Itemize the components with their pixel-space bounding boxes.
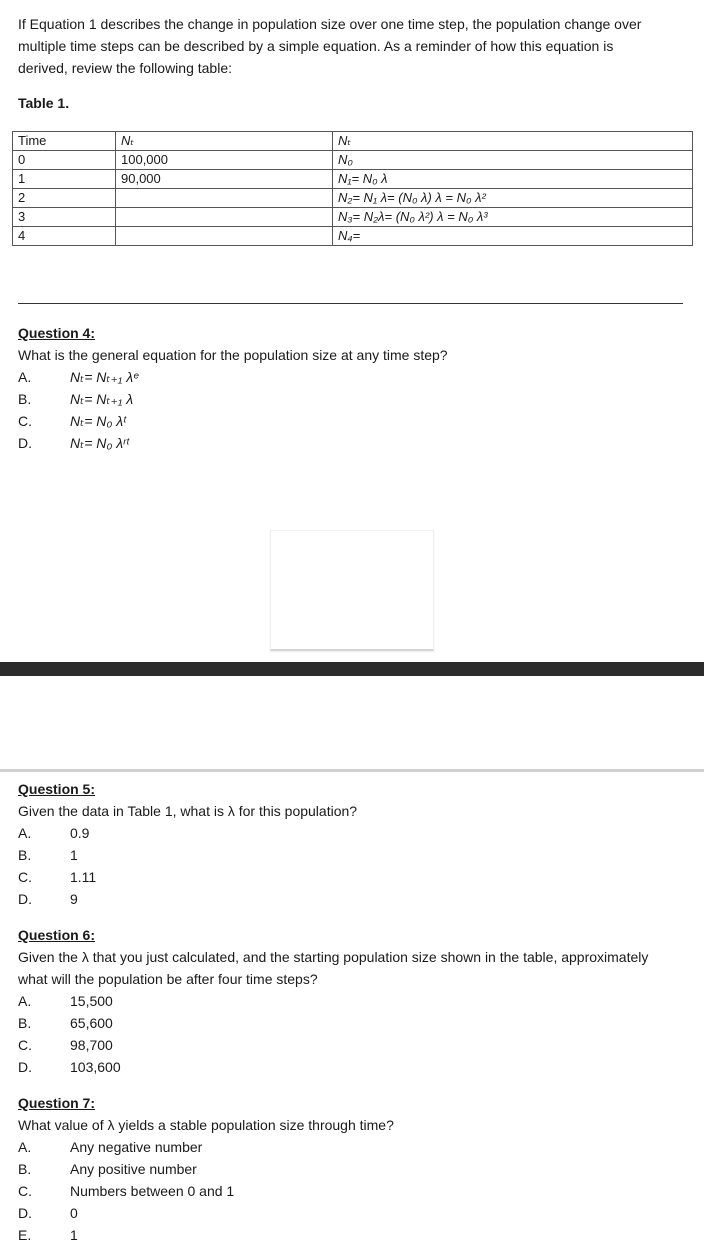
answer-option [18,822,688,844]
option-text: 1 [70,847,78,863]
cell-equation: N₂= N₁ λ= (N₀ λ) λ = N₀ λ² [333,189,693,208]
answer-option [18,888,688,910]
answer-option [18,844,688,866]
option-text: Numbers between 0 and 1 [70,1183,235,1199]
answer-option [18,1180,688,1202]
cell-time: 1 [13,170,116,189]
option-letter: B. [18,1015,32,1031]
cell-time: 4 [13,227,116,246]
table-row [13,208,693,227]
option-text: Nₜ= Nₜ₊₁ λ [70,391,134,407]
question-text: What value of λ yields a stable population size through time? [18,1117,394,1133]
option-text: Any negative number [70,1139,203,1155]
cell-nt: 100,000 [116,151,333,170]
option-letter: A. [18,993,32,1009]
option-letter: B. [18,391,32,407]
intro-line: If Equation 1 describes the change in population size over one time step, the population change over [18,16,642,32]
option-letter: A. [18,825,32,841]
cell-equation: N₁= N₀ λ [333,170,693,189]
cell-nt: 90,000 [116,170,333,189]
option-text: 9 [70,891,78,907]
question-title: Question 5: [18,781,96,797]
question-7 [18,1092,688,1246]
answer-option [18,366,688,388]
answer-option [18,1034,688,1056]
option-text: Any positive number [70,1161,197,1177]
cell-equation: N₄= [333,227,693,246]
question-text: what will the population be after four time steps? [18,971,318,987]
question-6 [18,924,688,1078]
option-text: Nₜ= N₀ λʳᵗ [70,435,129,451]
option-text: 0.9 [70,825,90,841]
option-letter: D. [18,1059,32,1075]
option-text: Nₜ= N₀ λᵗ [70,413,126,429]
answer-option [18,432,688,454]
option-letter: D. [18,891,32,907]
horizontal-divider [18,303,683,304]
cell-nt [116,189,333,208]
answer-option [18,1056,688,1078]
answer-option [18,1202,688,1224]
answer-option [18,1012,688,1034]
question-text: What is the general equation for the population size at any time step? [18,347,448,363]
option-letter: B. [18,1161,32,1177]
option-text: 65,600 [70,1015,113,1031]
option-letter: D. [18,1205,32,1221]
option-letter: A. [18,1139,32,1155]
option-letter: C. [18,1037,32,1053]
option-text: Nₜ= Nₜ₊₁ λᵉ [70,369,139,385]
option-letter: C. [18,413,32,429]
cell-time: 0 [13,151,116,170]
question-title: Question 4: [18,325,96,341]
option-text: 98,700 [70,1037,113,1053]
cell-time: 2 [13,189,116,208]
cell-time: 3 [13,208,116,227]
page-break-bar [0,662,704,676]
header-nt-equation: Nₜ [333,132,693,151]
cell-equation: N₀ [333,151,693,170]
option-text: 1.11 [70,869,97,885]
option-letter: D. [18,435,32,451]
header-time: Time [13,132,116,151]
answer-option [18,1136,688,1158]
option-letter: C. [18,869,32,885]
table-row [13,227,693,246]
option-letter: C. [18,1183,32,1199]
table-row [13,189,693,208]
option-letter: E. [18,1227,32,1243]
population-table [12,131,693,246]
question-5 [18,778,688,910]
answer-option [18,1158,688,1180]
table-header-row [13,132,693,151]
blank-image-placeholder [270,530,434,651]
table-title: Table 1. [18,95,70,111]
option-letter: B. [18,847,32,863]
answer-option [18,388,688,410]
option-text: 103,600 [70,1059,121,1075]
intro-line: multiple time steps can be described by a simple equation. As a reminder of how this equation is [18,38,614,54]
answer-option [18,990,688,1012]
page-top-edge [0,769,704,772]
cell-nt [116,208,333,227]
header-nt: Nₜ [116,132,333,151]
question-text: Given the λ that you just calculated, and the starting population size shown in the table, approximately [18,949,649,965]
answer-option [18,866,688,888]
intro-paragraph [18,13,688,79]
option-letter: A. [18,369,32,385]
cell-nt [116,227,333,246]
question-title: Question 7: [18,1095,96,1111]
answer-option [18,410,688,432]
intro-line: derived, review the following table: [18,60,233,76]
question-text: Given the data in Table 1, what is λ for this population? [18,803,358,819]
option-text: 1 [70,1227,78,1243]
option-text: 15,500 [70,993,113,1009]
table-row [13,170,693,189]
cell-equation: N₃= N₂λ= (N₀ λ²) λ = N₀ λ³ [333,208,693,227]
answer-option [18,1224,688,1246]
option-text: 0 [70,1205,78,1221]
question-title: Question 6: [18,927,96,943]
table-row [13,151,693,170]
question-4 [18,322,688,454]
